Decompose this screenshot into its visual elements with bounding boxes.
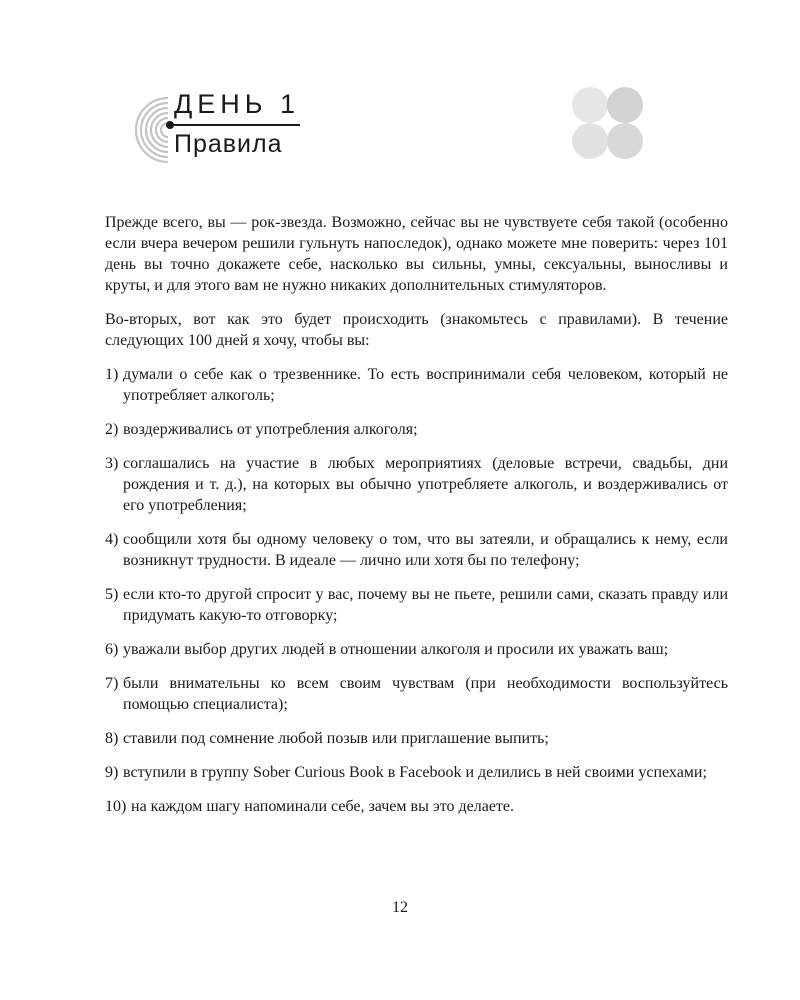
list-item-text: на каждом шагу напоминали себе, зачем вы это делаете. — [131, 798, 515, 815]
list-item — [105, 796, 728, 817]
list-item-number: 5) — [105, 586, 119, 603]
list-item-text: соглашались на участие в любых мероприятиях (деловые встречи, свадьбы, дни рождения и т. д.), на которых вы обычно употребляете алкоголь, и воздерживались от его употребления; — [123, 455, 728, 514]
chapter-title: Правила — [174, 130, 283, 158]
list-item-text: ставили под сомнение любой позыв или приглашение выпить; — [123, 730, 549, 747]
rules-list — [105, 364, 728, 817]
list-item-text: если кто-то другой спросит у вас, почему вы не пьете, решили сами, сказать правду или придумать какую-то отговорку; — [123, 586, 728, 624]
list-item-number: 1) — [105, 366, 119, 383]
list-item-text: вступили в группу Sober Curious Book в Facebook и делились в ней своими успехами; — [123, 764, 707, 781]
list-item-number: 9) — [105, 764, 119, 781]
list-item-number: 10) — [105, 798, 127, 815]
list-item — [105, 529, 728, 571]
day-label: ДЕНЬ 1 — [174, 89, 301, 119]
list-item-number: 7) — [105, 675, 119, 692]
list-item — [105, 419, 728, 440]
list-item-text: уважали выбор других людей в отношении алкоголя и просили их уважать ваш; — [123, 641, 669, 658]
list-item — [105, 728, 728, 749]
list-item-number: 2) — [105, 421, 119, 438]
list-item-number: 4) — [105, 531, 119, 548]
list-item — [105, 639, 728, 660]
page-body — [105, 212, 728, 830]
list-item — [105, 673, 728, 715]
list-item — [105, 453, 728, 516]
list-item — [105, 762, 728, 783]
list-item-number: 8) — [105, 730, 119, 747]
decorative-circles-icon — [570, 86, 650, 162]
list-item-number: 6) — [105, 641, 119, 658]
chapter-header — [128, 84, 688, 174]
list-item-text: были внимательны ко всем своим чувствам (при необходимости воспользуйтесь помощью специалиста); — [123, 675, 728, 713]
list-item — [105, 584, 728, 626]
intro-paragraph-2: Во-вторых, вот как это будет происходить (знакомьтесь с правилами). В течение следующих 100 дней я хочу, чтобы вы: — [105, 311, 728, 349]
intro-paragraph-1: Прежде всего, вы — рок-звезда. Возможно, сейчас вы не чувствуете себя такой (особенно если вчера вечером решили гульнуть напоследок), однако можете мне поверить: через 101 день вы точно докажете себе, насколько вы сильны, умны, сексуальны, выносливы и круты, и для этого вам не нужно никаких дополнительных стимуляторов. — [105, 214, 728, 294]
list-item-text: воздерживались от употребления алкоголя; — [123, 421, 418, 438]
title-rule — [170, 124, 300, 126]
list-item-text: сообщили хотя бы одному человеку о том, что вы затеяли, и обращались к нему, если возникнут трудности. В идеале — лично или хотя бы по телефону; — [123, 531, 728, 569]
concentric-arcs-icon — [128, 90, 174, 170]
list-item-number: 3) — [105, 455, 119, 472]
list-item — [105, 364, 728, 406]
list-item-text: думали о себе как о трезвеннике. То есть воспринимали себя человеком, который не употребляет алкоголь; — [123, 366, 728, 404]
page-number: 12 — [392, 899, 408, 916]
